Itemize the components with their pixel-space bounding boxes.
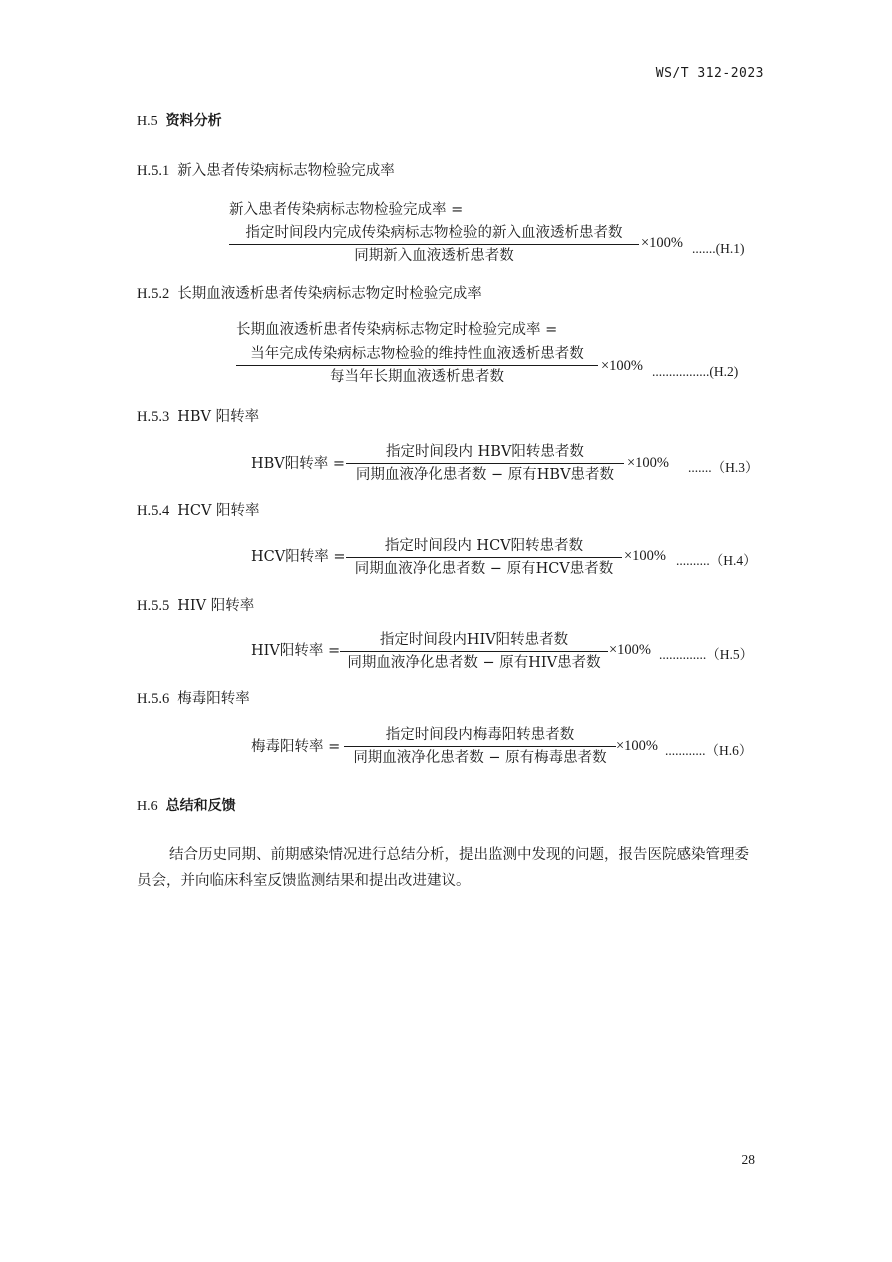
formula-h2-lhs: 长期血液透析患者传染病标志物定时检验完成率 =	[236, 322, 558, 338]
formula-h2-numerator: 当年完成传染病标志物检验的维持性血液透析患者数	[250, 346, 584, 362]
formula-h5-numerator: 指定时间段内HIV阳转患者数	[379, 632, 569, 648]
formula-h1-fraction	[229, 224, 639, 265]
section-title: HBV 阳转率	[177, 409, 260, 425]
section-number: H.5.1	[137, 163, 170, 179]
section-number: H.5.4	[137, 503, 170, 519]
section-number: H.5.2	[137, 286, 170, 302]
formula-h3-fraction	[346, 443, 624, 484]
section-heading-h51	[137, 162, 395, 180]
section-title: 资料分析	[165, 113, 222, 129]
formula-h4-eqno: ..........（H.4）	[676, 553, 757, 568]
formula-h3-multiplier: ×100%	[627, 455, 670, 471]
formula-h4-lhs: HCV阳转率 =	[251, 549, 346, 565]
section-heading-h5	[137, 112, 222, 131]
formula-h4-multiplier: ×100%	[624, 548, 667, 564]
section-number: H.5.5	[137, 598, 170, 614]
formula-h3-denominator: 同期血液净化患者数 − 原有HBV患者数	[355, 467, 615, 483]
section-title: HIV 阳转率	[177, 598, 255, 614]
document-code: WS/T 312-2023	[655, 66, 764, 81]
section-number: H.5.3	[137, 409, 170, 425]
section-heading-h56	[137, 690, 250, 708]
summary-paragraph: 结合历史同期、前期感染情况进行总结分析，提出监测中发现的问题，报告医院感染管理委员会，并向临床科室反馈监测结果和提出改进建议。	[137, 847, 749, 889]
formula-h6-fraction	[344, 726, 616, 767]
section-title: 梅毒阳转率	[177, 691, 250, 707]
formula-h6-eqno: ............（H.6）	[665, 743, 753, 758]
formula-h4-numerator: 指定时间段内 HCV阳转患者数	[384, 538, 584, 554]
formula-h1-eqno: .......(H.1)	[692, 241, 745, 256]
formula-h3-numerator: 指定时间段内 HBV阳转患者数	[386, 444, 584, 460]
section-number: H.6	[137, 799, 158, 814]
formula-h3-lhs: HBV阳转率 =	[251, 456, 346, 472]
page-number: 28	[741, 1152, 755, 1167]
section-heading-h6	[137, 797, 236, 816]
section-heading-h53	[137, 408, 259, 426]
section-heading-h54	[137, 502, 260, 520]
section-number: H.5	[137, 114, 158, 129]
formula-h5-eqno: ..............（H.5）	[659, 647, 754, 662]
formula-h3-eqno: .......（H.3）	[688, 460, 759, 475]
formula-h2-eqno: .................(H.2)	[652, 364, 739, 379]
section-number: H.5.6	[137, 691, 170, 707]
section-title: 总结和反馈	[165, 798, 236, 814]
section-title: 长期血液透析患者传染病标志物定时检验完成率	[177, 286, 482, 302]
formula-h5-fraction	[340, 631, 608, 672]
formula-h2-fraction	[236, 345, 598, 386]
formula-h5-multiplier: ×100%	[609, 642, 652, 658]
formula-h2-multiplier: ×100%	[601, 358, 644, 374]
formula-h1-lhs: 新入患者传染病标志物检验完成率 =	[229, 202, 464, 218]
formula-h6-lhs: 梅毒阳转率 =	[251, 739, 341, 755]
formula-h6-multiplier: ×100%	[616, 738, 659, 754]
formula-h1-denominator: 同期新入血液透析患者数	[354, 248, 514, 264]
section-heading-h52	[137, 285, 482, 303]
section-heading-h55	[137, 597, 254, 615]
formula-h1-numerator: 指定时间段内完成传染病标志物检验的新入血液透析患者数	[245, 225, 623, 241]
formula-h5-denominator: 同期血液净化患者数 − 原有HIV患者数	[347, 655, 601, 671]
formula-h5-lhs: HIV阳转率 =	[251, 643, 341, 659]
section-title: 新入患者传染病标志物检验完成率	[177, 163, 395, 179]
formula-h1-multiplier: ×100%	[641, 235, 684, 251]
formula-h6-numerator: 指定时间段内梅毒阳转患者数	[385, 727, 575, 743]
formula-h6-denominator: 同期血液净化患者数 − 原有梅毒患者数	[353, 750, 607, 766]
section-title: HCV 阳转率	[177, 503, 260, 519]
formula-h4-denominator: 同期血液净化患者数 − 原有HCV患者数	[354, 561, 614, 577]
formula-h4-fraction	[346, 537, 622, 578]
formula-h2-denominator: 每当年长期血液透析患者数	[330, 369, 504, 385]
